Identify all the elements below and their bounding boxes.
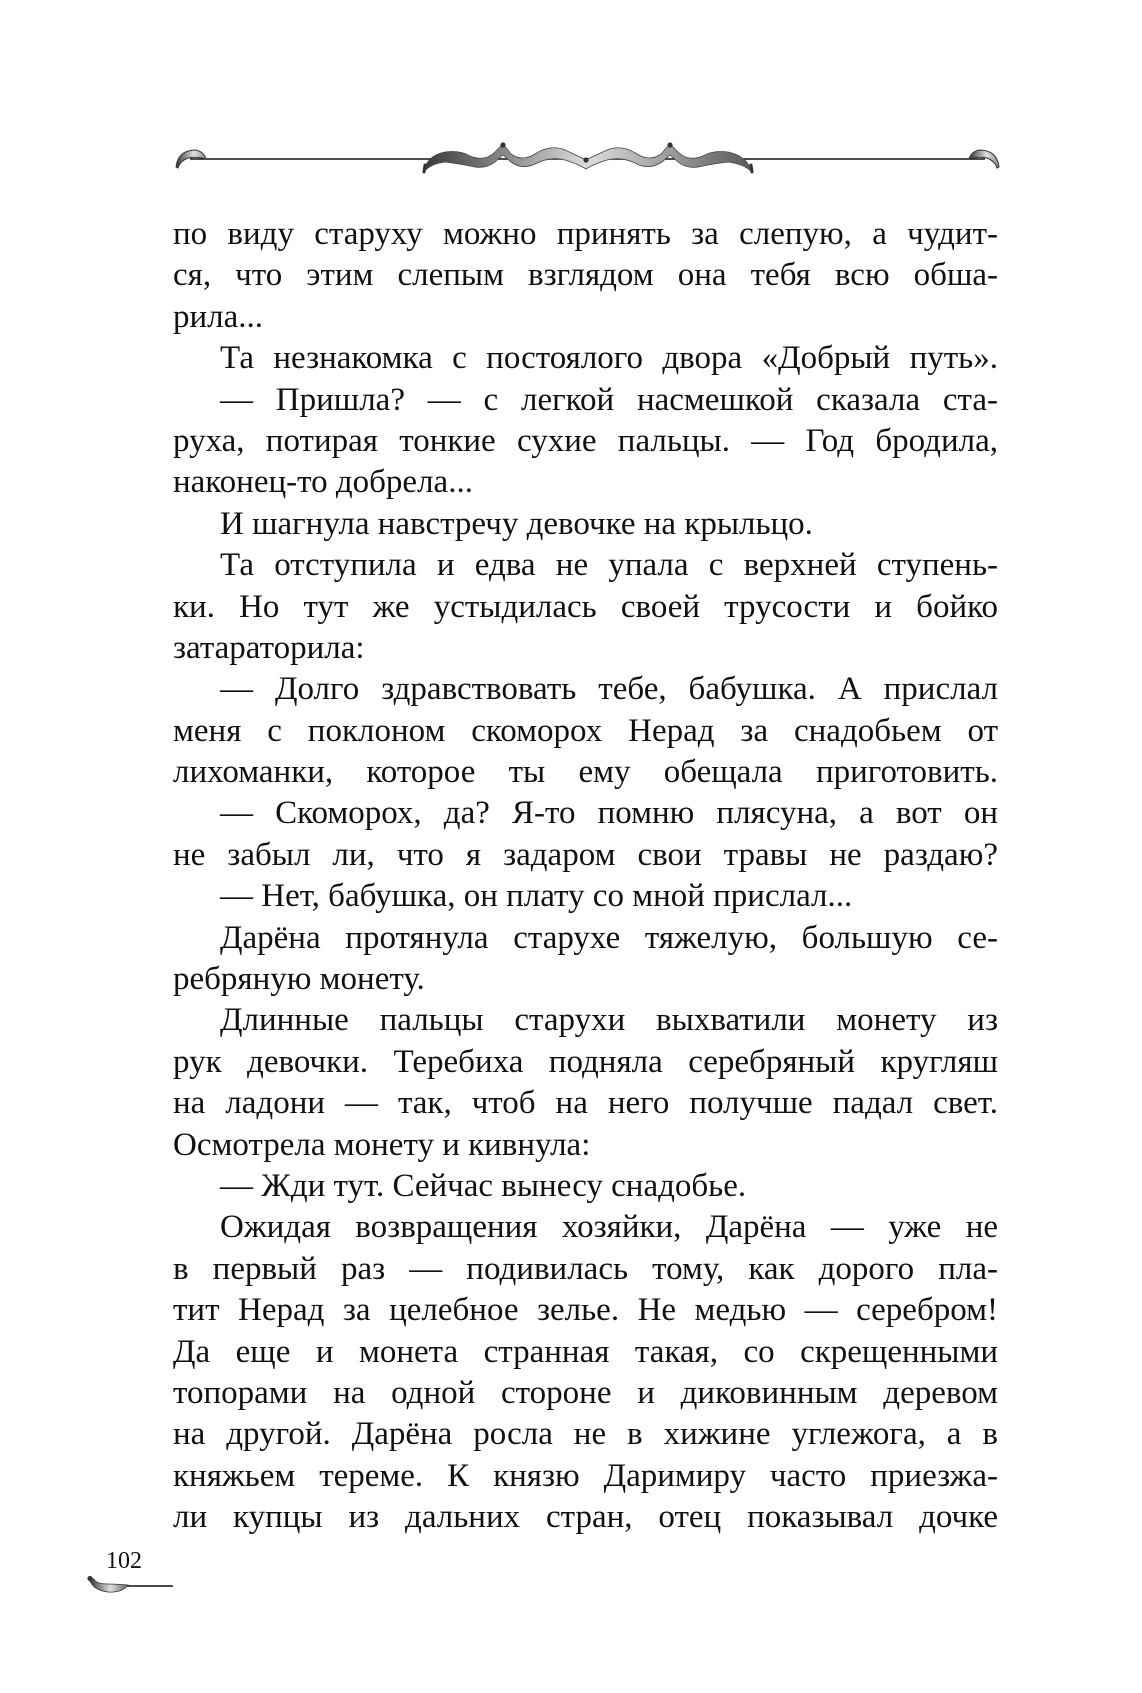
text-line: рук девочки. Теребиха подняла серебряный кругляш <box>173 1043 998 1080</box>
text-line: ли купцы из дальних стран, отец показывал дочке <box>173 1499 998 1536</box>
text-line: Длинные пальцы старухи выхватили монету из <box>220 1002 998 1039</box>
text-line: тит Нерад за целебное зелье. Не медью — серебром! <box>173 1292 998 1329</box>
text-line: — Жди тут. Сейчас вынесу снадобье. <box>220 1167 747 1204</box>
text-line: Дарёна протянула старухе тяжелую, большую се- <box>220 919 998 956</box>
text-line: затараторила: <box>173 629 365 666</box>
text-line: ки. Но тут же устыдилась своей трусости и бойко <box>173 588 998 625</box>
text-line: Ожидая возвращения хозяйки, Дарёна — уже не <box>220 1209 998 1246</box>
text-line: ребряную монету. <box>173 961 425 998</box>
top-flourish-divider-icon <box>160 128 1020 188</box>
text-line: по виду старуху можно принять за слепую, а чудит- <box>173 216 998 252</box>
text-line: наконец-то добрела... <box>173 464 473 501</box>
text-line: Осмотрела монету и кивнула: <box>173 1126 591 1163</box>
text-line: — Долго здравствовать тебе, бабушка. А прислал <box>220 671 998 708</box>
text-line: Да еще и монета странная такая, со скрещенными <box>173 1333 998 1370</box>
text-line: княжьем тереме. К князю Даримиру часто приезжа- <box>173 1457 998 1494</box>
text-line: руха, потирая тонкие сухие пальцы. — Год бродила, <box>173 422 998 459</box>
text-line: лихоманки, которое ты ему обещала приготовить. <box>173 754 998 791</box>
text-line: И шагнула навстречу девочке на крыльцо. <box>220 505 813 542</box>
body-text <box>173 214 998 1539</box>
text-line: не забыл ли, что я задаром свои травы не раздаю? <box>173 836 998 873</box>
text-line: в первый раз — подивилась тому, как дорого пла- <box>173 1250 998 1287</box>
text-line: Та отступила и едва не упала с верхней ступень- <box>220 547 998 584</box>
text-line: Та незнакомка с постоялого двора «Добрый путь». <box>220 340 998 377</box>
text-line: — Скоморох, да? Я-то помню плясуна, а вот он <box>220 795 998 832</box>
text-line: на другой. Дарёна росла не в хижине углежога, а в <box>173 1416 998 1453</box>
page-number: 102 <box>106 1548 142 1574</box>
text-line: — Нет, бабушка, он плату со мной прислал... <box>220 878 853 915</box>
text-line: топорами на одной стороне и диковинным деревом <box>173 1374 998 1411</box>
text-line: — Пришла? — с легкой насмешкой сказала ста- <box>220 381 998 418</box>
text-line: рила... <box>173 298 264 335</box>
text-line: ся, что этим слепым взглядом она тебя всю обша- <box>173 257 998 294</box>
text-line: меня с поклоном скоморох Нерад за снадобьем от <box>173 712 998 749</box>
bottom-flourish-tail-icon <box>84 1575 184 1599</box>
text-line: на ладони — так, чтоб на него получше падал свет. <box>173 1085 998 1122</box>
